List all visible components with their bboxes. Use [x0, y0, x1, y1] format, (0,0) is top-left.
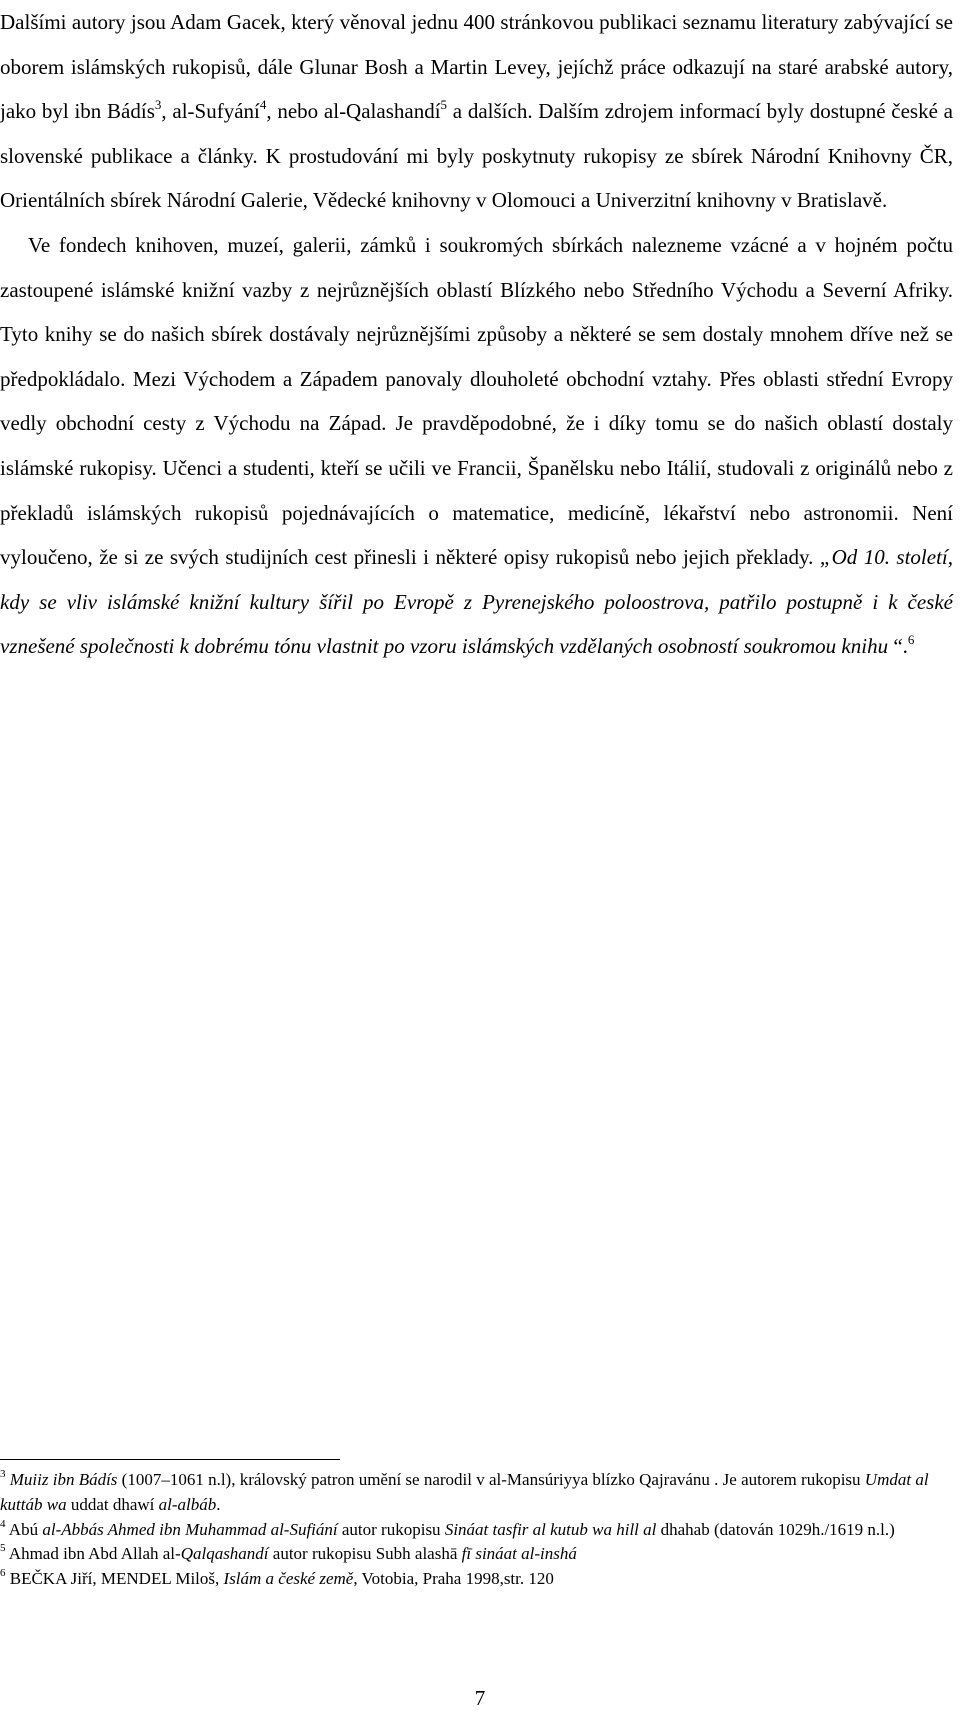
footnote-text: Ahmad ibn Abd Allah al-: [5, 1544, 181, 1564]
footnote-number: 6: [0, 1567, 6, 1580]
footnote-ref-6[interactable]: 6: [907, 632, 915, 648]
footnote-text: Islám a české země: [223, 1569, 354, 1589]
footnote-text: Umdat al kuttáb wa: [0, 1470, 929, 1514]
quote-close-mark: “.: [888, 634, 908, 659]
paragraph-sources: [0, 0, 953, 223]
footnote-3: [0, 1468, 953, 1518]
footnote-text: autor rukopisu: [337, 1519, 445, 1539]
paragraph-sources-text-2: , al-Sufyání: [161, 99, 260, 124]
footnote-text: BEČKA Jiří, MENDEL Miloš,: [5, 1569, 224, 1589]
footnote-text: dhahab (datován 1029h./1619 n.l.): [656, 1519, 895, 1539]
footnote-text: Sináat tasfir al kutub wa hill al: [444, 1519, 657, 1539]
footnote-text: Muiiz ibn Bádís: [9, 1470, 118, 1489]
quote-open-mark: „: [819, 545, 832, 570]
footnote-text: , Votobia, Praha 1998,str. 120: [353, 1569, 554, 1589]
footnote-text: Qalqashandí: [180, 1544, 269, 1564]
footnote-ref-5[interactable]: 5: [440, 97, 448, 113]
footnote-text: uddat dhawí: [66, 1494, 159, 1514]
paragraph-collections-text: Ve fondech knihoven, muzeí, galerii, zámků i soukromých sbírkách nalezneme vzácné a v hojném počtu zastoupené islámské knižní vazby z nejrůznějších oblastí Blízkého nebo Středního Východu a Severní Afriky. Tyto knihy se do našich sbírek dostávaly nejrůznějšími způsoby a některé se sem dostaly mnohem dříve než se předpokládalo. Mezi Východem a Západem panovaly dlouholeté obchodní vztahy. Přes oblasti střední Evropy vedly obchodní cesty z Východu na Západ. Je pravděpodobné, že i díky tomu se do našich oblastí dostaly islámské rukopisy. Učenci a studenti, kteří se učili ve Francii, Španělsku nebo Itálií, studovali z originálů nebo z překladů islámských rukopisů pojednávajících o matematice, medicíně, lékařství nebo astronomii. Není vyloučeno, že si ze svých studijních cest přinesli i některé opisy rukopisů nebo jejich překlady.: [0, 232, 953, 570]
footnote-text: .: [216, 1494, 221, 1514]
footnote-ref-4[interactable]: 4: [259, 97, 267, 113]
body-text: [0, 0, 953, 669]
footnote-text: fī sináat al-inshá: [461, 1544, 577, 1564]
footnote-text: autor rukopisu Subh alashā: [268, 1544, 462, 1564]
footnote-ref-3[interactable]: 3: [154, 97, 162, 113]
footnotes: [0, 1468, 953, 1592]
paragraph-collections: [0, 223, 953, 669]
paragraph-sources-text-3: , nebo al-Qalashandí: [266, 99, 441, 124]
footnote-6: [0, 1567, 953, 1592]
footnote-text: Abú: [5, 1519, 43, 1539]
footnote-text: (1007–1061 n.l), královský patron umění se narodil v al-Mansúriyya blízko Qajravánu . Je autorem rukopisu: [117, 1470, 865, 1489]
footnote-4: [0, 1518, 953, 1543]
footnote-number: 5: [0, 1542, 6, 1555]
paragraph-sources-text-1: Dalšími autory jsou Adam Gacek, který věnoval jednu 400 stránkovou publikaci seznamu literatury zabývající se oborem islámských rukopisů, dále Glunar Bosh a Martin Levey, jejíchž práce odkazují na staré arabské autory, jako byl ibn Bádís: [0, 10, 953, 124]
footnote-number: 4: [0, 1517, 6, 1530]
page-number: 7: [474, 1686, 486, 1710]
quote-text: Od 10. století, kdy se vliv islámské knižní kultury šířil po Evropě z Pyrenejského poloostrova, patřilo postupně i k české vznešené společnosti k dobrému tónu vlastnit po vzoru islámských vzdělaných osobností soukromou knihu: [0, 545, 954, 659]
footnote-text: al-albáb: [158, 1494, 217, 1514]
footnote-separator: [0, 1459, 340, 1460]
paragraph-sources-text-4: a dalších. Dalším zdrojem informací byly dostupné české a slovenské publikace a články. K prostudování mi byly poskytnuty rukopisy ze sbírek Národní Knihovny ČR, Orientálních sbírek Národní Galerie, Vědecké knihovny v Olomouci a Univerzitní knihovny v Bratislavě.: [0, 99, 953, 213]
footnote-text: al-Abbás Ahmed ibn Muhammad al-Sufiání: [42, 1519, 338, 1539]
footnote-5: [0, 1542, 953, 1567]
footnote-number: 3: [0, 1468, 6, 1480]
